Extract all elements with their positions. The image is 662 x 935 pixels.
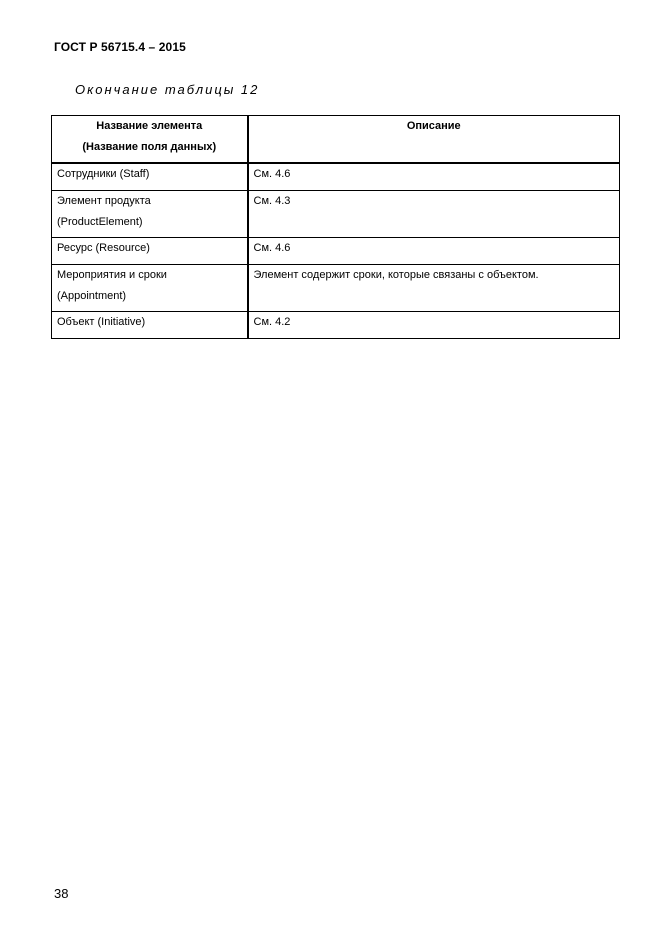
element-name-cell	[52, 191, 248, 238]
element-name-cell	[52, 163, 248, 191]
description-cell	[248, 312, 620, 339]
description-text: См. 4.6	[253, 242, 291, 254]
column-header-description-label: Описание	[406, 120, 461, 132]
page-number: 38	[54, 886, 69, 901]
element-name-cell	[52, 265, 248, 312]
description-text: См. 4.6	[253, 168, 291, 180]
element-name-line1: Объект (Initiative)	[57, 316, 146, 328]
table-caption: Окончание таблицы 12	[75, 82, 260, 97]
description-text: См. 4.3	[253, 195, 291, 207]
table-row	[52, 312, 620, 339]
element-name-line1: Ресурс (Resource)	[57, 242, 150, 254]
column-header-description	[248, 116, 620, 164]
element-name-line2: (ProductElement)	[57, 216, 143, 228]
column-header-element-name	[52, 116, 248, 164]
description-cell	[248, 238, 620, 265]
description-cell	[248, 163, 620, 191]
column-header-element-name-line2: (Название поля данных)	[82, 141, 217, 153]
element-name-cell	[52, 238, 248, 265]
description-text: Элемент содержит сроки, которые связаны с объектом.	[253, 269, 539, 281]
table-row	[52, 265, 620, 312]
table-header-row	[52, 116, 620, 164]
element-name-line1: Мероприятия и сроки	[57, 269, 167, 281]
elements-table	[51, 115, 620, 339]
element-name-line1: Элемент продукта	[57, 195, 151, 207]
element-name-cell	[52, 312, 248, 339]
document-standard-header: ГОСТ Р 56715.4 – 2015	[54, 40, 186, 54]
element-name-line2: (Appointment)	[57, 290, 127, 302]
table-row	[52, 191, 620, 238]
description-cell	[248, 191, 620, 238]
table-row	[52, 163, 620, 191]
column-header-element-name-line1: Название элемента	[96, 120, 203, 132]
element-name-line1: Сотрудники (Staff)	[57, 168, 150, 180]
description-cell	[248, 265, 620, 312]
table-row	[52, 238, 620, 265]
description-text: См. 4.2	[253, 316, 291, 328]
